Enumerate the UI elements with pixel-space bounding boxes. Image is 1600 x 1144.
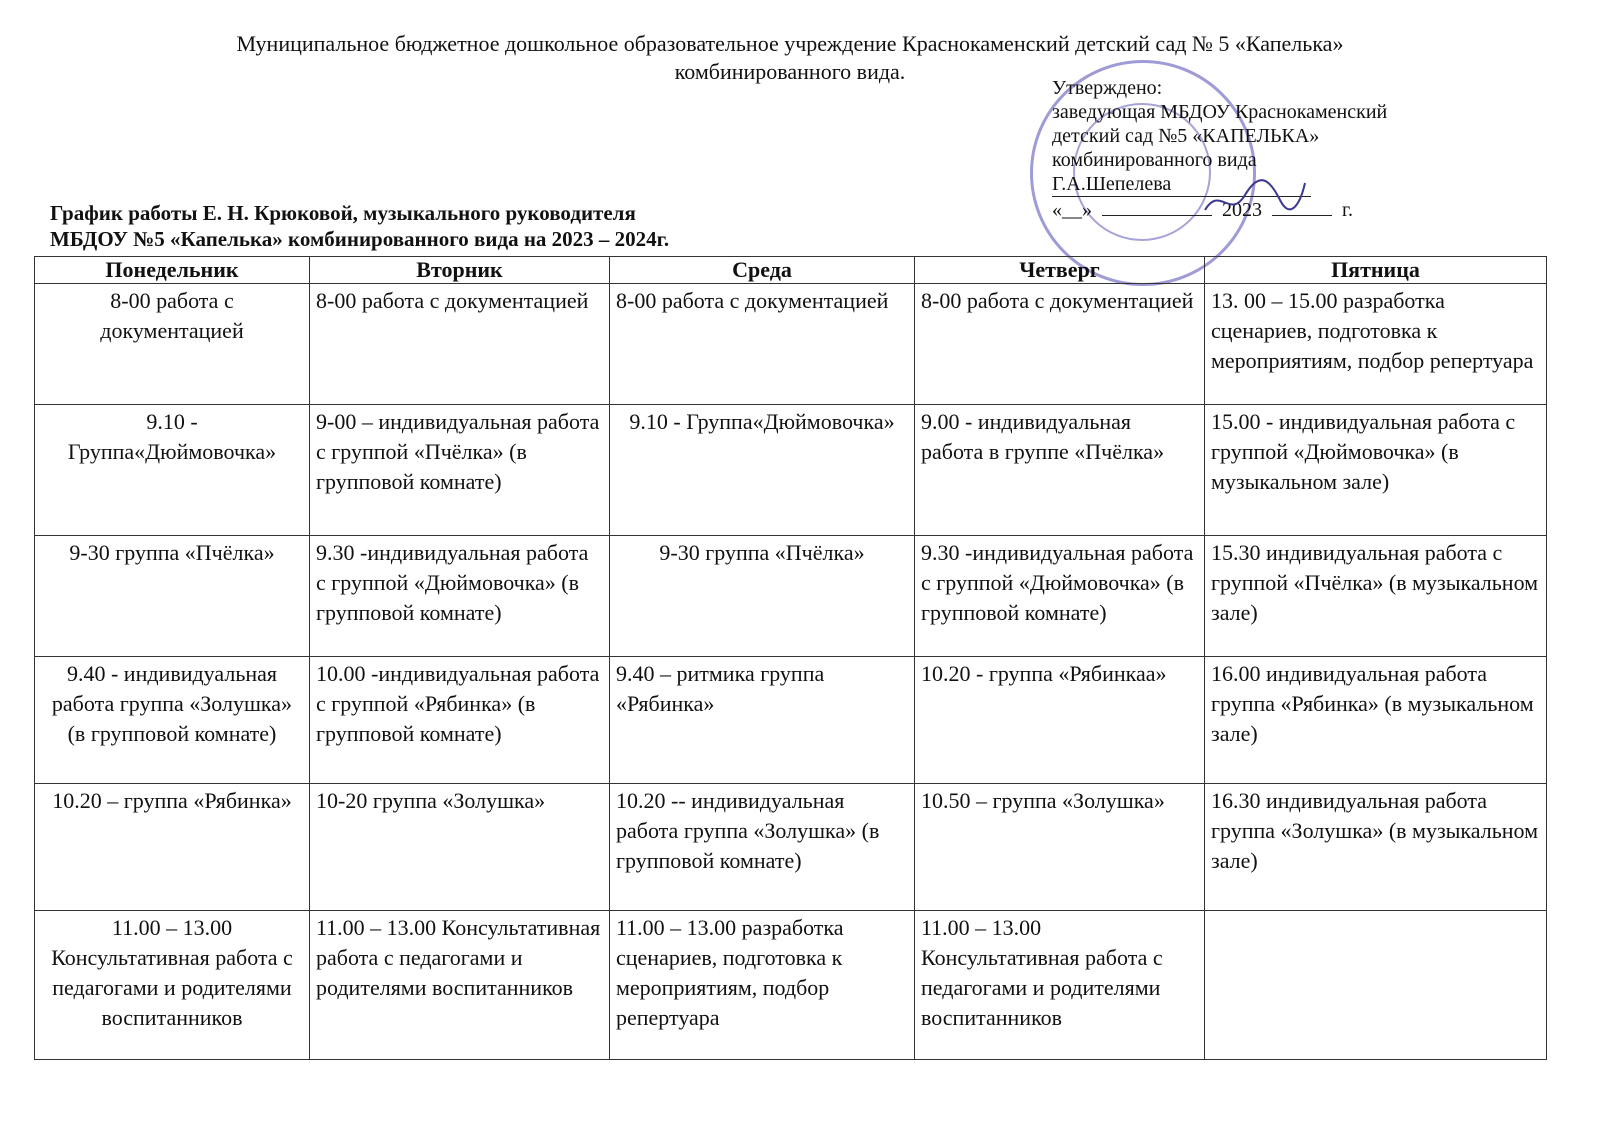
header-monday: Понедельник <box>35 257 310 284</box>
table-cell: 16.00 индивидуальная работа группа «Рябинка» (в музыкальном зале) <box>1205 657 1547 784</box>
approval-date-day: «__» <box>1052 199 1092 221</box>
approval-date <box>1052 197 1492 222</box>
title-line-2: МБДОУ №5 «Капелька» комбинированного вида на 2023 – 2024г. <box>50 227 670 251</box>
approval-label: Утверждено: <box>1052 77 1163 99</box>
table-cell: 10.20 -- индивидуальная работа группа «Золушка» (в групповой комнате) <box>610 784 915 911</box>
table-cell: 9.40 - индивидуальная работа группа «Золушка» (в групповой комнате) <box>35 657 310 784</box>
header-friday: Пятница <box>1205 257 1547 284</box>
approval-date-suffix: г. <box>1342 199 1353 221</box>
table-header-row <box>35 257 1547 284</box>
header-line-2: комбинированного вида. <box>674 59 906 84</box>
schedule-table <box>34 256 1547 1060</box>
table-cell: 9.00 - индивидуальная работа в группе «Пчёлка» <box>915 405 1205 536</box>
table-cell: 9.40 – ритмика группа «Рябинка» <box>610 657 915 784</box>
header-line-1: Муниципальное бюджетное дошкольное образовательное учреждение Краснокаменский детский сад № 5 «Капелька» <box>236 31 1344 56</box>
table-cell: 8-00 работа с документацией <box>915 284 1205 405</box>
table-cell: 10.20 - группа «Рябинкаа» <box>915 657 1205 784</box>
table-cell: 11.00 – 13.00 Консультативная работа с педагогами и родителями воспитанников <box>915 911 1205 1060</box>
table-cell: 8-00 работа с документацией <box>610 284 915 405</box>
table-cell: 8-00 работа с документацией <box>310 284 610 405</box>
approval-block <box>1052 76 1492 222</box>
table-cell: 13. 00 – 15.00 разработка сценариев, подготовка к мероприятиям, подбор репертуара <box>1205 284 1547 405</box>
table-cell: 11.00 – 13.00 разработка сценариев, подготовка к мероприятиям, подбор репертуара <box>610 911 915 1060</box>
table-cell: 9.30 -индивидуальная работа с группой «Дюймовочка» (в групповой комнате) <box>915 536 1205 657</box>
table-cell: 9-30 группа «Пчёлка» <box>35 536 310 657</box>
approval-position: заведующая МБДОУ Краснокаменский <box>1052 101 1388 123</box>
approval-org-type: комбинированного вида <box>1052 149 1257 171</box>
approval-date-year: 2023 <box>1222 199 1262 221</box>
table-cell: 9.10 - Группа«Дюймовочка» <box>610 405 915 536</box>
table-row <box>35 536 1547 657</box>
table-cell: 16.30 индивидуальная работа группа «Золушка» (в музыкальном зале) <box>1205 784 1547 911</box>
table-row <box>35 657 1547 784</box>
table-cell: 10.20 – группа «Рябинка» <box>35 784 310 911</box>
table-cell: 10-20 группа «Золушка» <box>310 784 610 911</box>
table-cell: 9.10 - Группа«Дюймовочка» <box>35 405 310 536</box>
table-cell: 9-00 – индивидуальная работа с группой «Пчёлка» (в групповой комнате) <box>310 405 610 536</box>
table-cell: 11.00 – 13.00 Консультативная работа с педагогами и родителями воспитанников <box>310 911 610 1060</box>
document-title <box>50 200 669 252</box>
table-cell: 15.30 индивидуальная работа с группой «Пчёлка» (в музыкальном зале) <box>1205 536 1547 657</box>
approval-signer: Г.А.Шепелева <box>1052 172 1311 197</box>
table-cell: 15.00 - индивидуальная работа с группой «Дюймовочка» (в музыкальном зале) <box>1205 405 1547 536</box>
header-thursday: Четверг <box>915 257 1205 284</box>
table-cell: 10.50 – группа «Золушка» <box>915 784 1205 911</box>
table-cell <box>1205 911 1547 1060</box>
table-cell: 9.30 -индивидуальная работа с группой «Дюймовочка» (в групповой комнате) <box>310 536 610 657</box>
table-cell: 10.00 -индивидуальная работа с группой «Рябинка» (в групповой комнате) <box>310 657 610 784</box>
header-tuesday: Вторник <box>310 257 610 284</box>
approval-org: детский сад №5 «КАПЕЛЬКА» <box>1052 125 1320 147</box>
table-row <box>35 784 1547 911</box>
approval-date-blank <box>1102 197 1212 216</box>
table-cell: 8-00 работа с документацией <box>35 284 310 405</box>
table-row <box>35 284 1547 405</box>
title-line-1: График работы Е. Н. Крюковой, музыкального руководителя <box>50 201 636 225</box>
header-wednesday: Среда <box>610 257 915 284</box>
table-row <box>35 405 1547 536</box>
table-row <box>35 911 1547 1060</box>
table-cell: 9-30 группа «Пчёлка» <box>610 536 915 657</box>
approval-date-blank-2 <box>1272 197 1332 216</box>
table-cell: 11.00 – 13.00 Консультативная работа с педагогами и родителями воспитанников <box>35 911 310 1060</box>
